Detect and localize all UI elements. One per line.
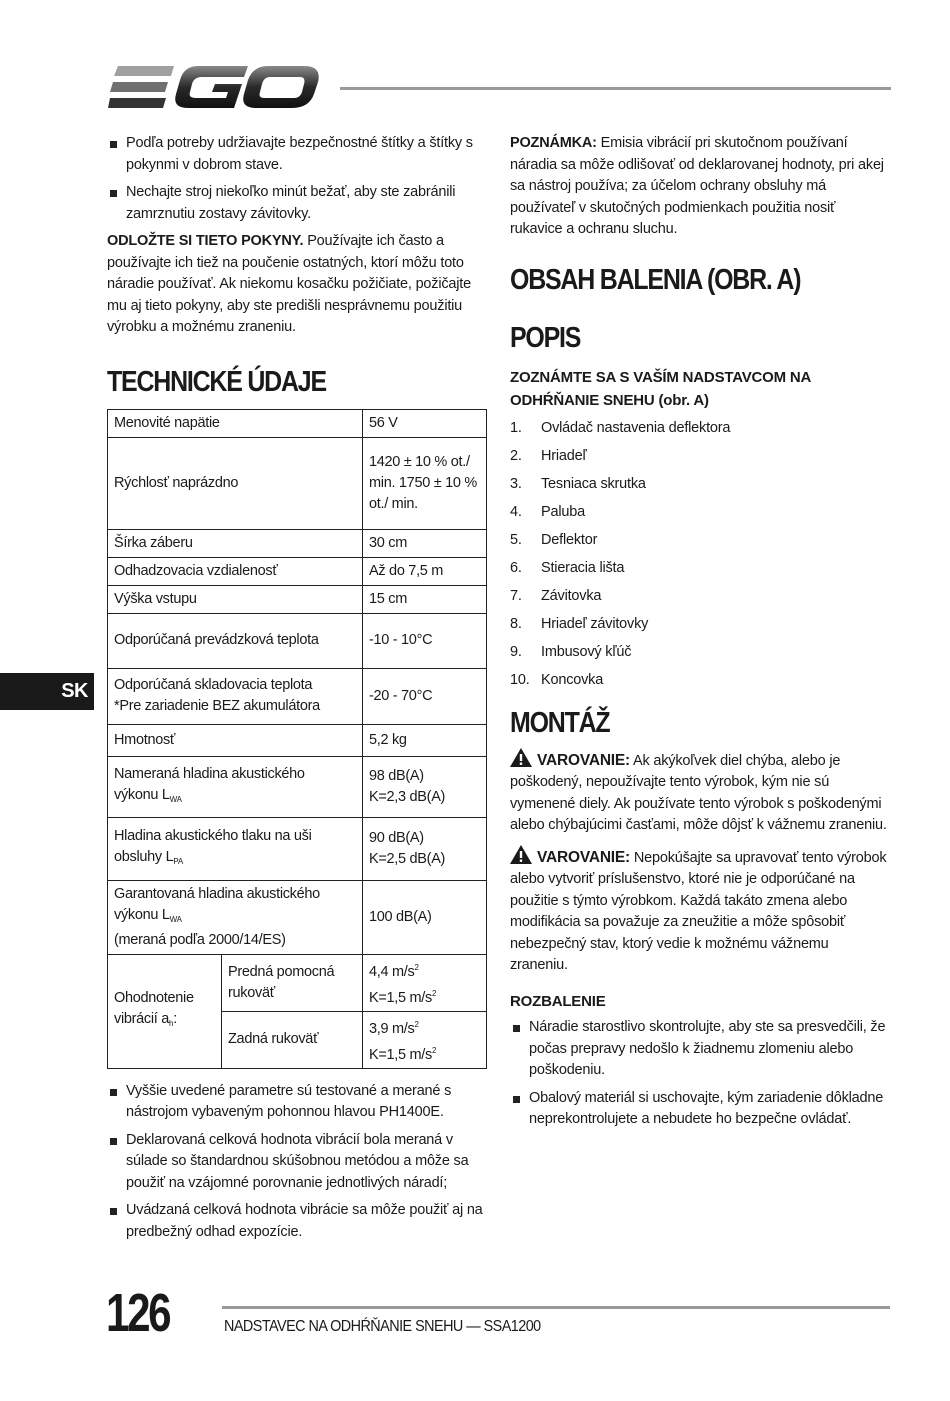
list-item xyxy=(510,586,890,614)
spec-subscript: WA xyxy=(169,914,182,924)
tech-specs-table xyxy=(107,409,487,1069)
header-rule xyxy=(340,87,891,90)
spec-sublabel: Zadná rukoväť xyxy=(222,1011,363,1068)
part-number: 7. xyxy=(510,587,522,604)
part-name: Hriadeľ xyxy=(541,447,587,464)
spec-label-line: Hladina akustického tlaku na uši xyxy=(114,827,312,844)
left-column xyxy=(107,133,487,1249)
parts-list xyxy=(510,418,890,698)
spec-label xyxy=(108,817,363,880)
table-row xyxy=(108,529,487,557)
spec-superscript: 2 xyxy=(431,988,437,998)
save-instructions-bold: ODLOŽTE SI TIETO POKYNY. xyxy=(107,233,304,249)
list-item xyxy=(510,558,890,586)
warning-label: VAROVANIE: xyxy=(537,751,631,769)
spec-value xyxy=(363,954,487,1011)
right-column xyxy=(510,133,890,1137)
part-number: 3. xyxy=(510,475,522,492)
spec-value-text: K=1,5 m/s xyxy=(369,989,432,1006)
part-name: Imbusový kľúč xyxy=(541,643,632,660)
part-number: 4. xyxy=(510,503,522,520)
spec-label-line xyxy=(114,905,356,930)
spec-value-text: 4,4 m/s xyxy=(369,963,415,980)
note-label: POZNÁMKA: xyxy=(510,135,597,151)
spec-label-line: Odporúčaná skladovacia teplota xyxy=(114,677,313,693)
warning-text: Nepokúšajte sa upravovať tento výrobok alebo vytvoriť príslušenstvo, ktoré nie je odporúčané na použitie s týmto výrobkom. Každá takáto zmena alebo modifikácia sa považuje za zneužitie a môže spôsobiť nebezpečný stav, ktorý vedie k možnému vážnemu zraneniu. xyxy=(510,849,887,973)
list-item: Vyššie uvedené parametre sú testované a merané s nástrojom vybaveným pohonnou hlavou PH1400E. xyxy=(107,1081,487,1124)
spec-value: -20 - 70°C xyxy=(363,668,487,724)
spec-label-text: obsluhy L xyxy=(114,848,174,865)
ego-logo xyxy=(108,64,320,112)
table-row xyxy=(108,557,487,585)
table-row xyxy=(108,817,487,880)
spec-value xyxy=(363,817,487,880)
spec-subscript: h xyxy=(169,1019,174,1028)
spec-value: 56 V xyxy=(363,409,487,437)
table-row xyxy=(108,724,487,756)
spec-label-text: výkonu L xyxy=(114,906,170,923)
package-contents-heading: OBSAH BALENIA (OBR. A) xyxy=(510,263,801,296)
list-item xyxy=(510,502,890,530)
spec-label-line: Ohodnotenie xyxy=(114,990,194,1006)
spec-label: Rýchlosť naprázdno xyxy=(108,437,363,529)
unpacking-bullets xyxy=(510,1017,890,1131)
part-number: 5. xyxy=(510,531,522,548)
spec-subscript: PA xyxy=(173,856,183,866)
spec-value-text: 3,9 m/s xyxy=(369,1020,415,1037)
spec-label-line: *Pre zariadenie BEZ akumulátora xyxy=(114,698,320,714)
part-number: 2. xyxy=(510,447,522,464)
spec-superscript: 2 xyxy=(414,1019,419,1029)
spec-value: Až do 7,5 m xyxy=(363,557,487,585)
spec-label: Menovité napätie xyxy=(108,409,363,437)
spec-value-line: K=2,3 dB(A) xyxy=(369,788,446,805)
part-name: Paluba xyxy=(541,503,585,520)
spec-label-line xyxy=(114,785,356,810)
page-number: 126 xyxy=(106,1283,170,1343)
tech-specs-heading: TECHNICKÉ ÚDAJE xyxy=(107,365,326,398)
part-name: Deflektor xyxy=(541,531,598,548)
part-name: Stieracia lišta xyxy=(541,559,625,576)
warning-text: Ak akýkoľvek diel chýba, alebo je poškodený, nepoužívajte tento výrobok, kým nie sú vymenené diely. Ak používate tento výrobok s poškodenými alebo chýbajúcimi časťami, môže dôjsť k vážnemu zraneniu. xyxy=(510,752,887,833)
spec-label: Odporúčaná prevádzková teplota xyxy=(108,613,363,668)
part-number: 6. xyxy=(510,559,522,576)
spec-label-text: vibrácií a xyxy=(114,1011,170,1027)
spec-value xyxy=(363,756,487,817)
spec-value: 100 dB(A) xyxy=(363,880,487,954)
list-item xyxy=(510,614,890,642)
part-number: 10. xyxy=(510,671,530,688)
table-row xyxy=(108,585,487,613)
table-row xyxy=(108,668,487,724)
spec-label: Odhadzovacia vzdialenosť xyxy=(108,557,363,585)
part-number: 9. xyxy=(510,643,522,660)
table-row xyxy=(108,409,487,437)
save-instructions-text: Používajte ich často a používajte ich tiež na poučenie ostatných, ktorí môžu toto náradie používať. Ak niekomu kosačku požičiate, požičajte mu aj tieto pokyny, aby ste predišli nesprávnemu použitiu výrobku a možnému zraneniu. xyxy=(107,233,472,335)
spec-label-line xyxy=(114,1009,215,1034)
description-heading: POPIS xyxy=(510,321,581,354)
spec-value-line: 90 dB(A) xyxy=(369,829,424,846)
intro-subheading: ZOZNÁMTE SA S VAŠÍM NADSTAVCOM NA ODHŔŇANIE SNEHU (obr. A) xyxy=(510,368,811,409)
spec-value-line xyxy=(369,957,480,983)
spec-value-text: K=1,5 m/s xyxy=(369,1046,432,1063)
spec-notes-bullets xyxy=(107,1081,487,1244)
table-row xyxy=(108,756,487,817)
spec-label: Šírka záberu xyxy=(108,529,363,557)
spec-label-line: Garantovaná hladina akustického xyxy=(114,885,320,902)
spec-subscript: WA xyxy=(169,794,182,804)
note-text: Emisia vibrácií pri skutočnom používaní náradia sa môže odlišovať od deklarovanej hodnoty, pri akej sa nástroj používa; za účelom ochrany obsluhy má používateľ v skutočných podmienkach použitia nosiť rukavice a ochranu sluchu. xyxy=(510,135,884,237)
spec-value: 30 cm xyxy=(363,529,487,557)
spec-label-line xyxy=(114,847,356,872)
spec-value xyxy=(363,1011,487,1068)
table-row xyxy=(108,954,487,1011)
part-name: Tesniaca skrutka xyxy=(541,475,646,492)
list-item: Nechajte stroj niekoľko minút bežať, aby ste zabránili zamrznutiu zostavy závitovky. xyxy=(107,182,487,225)
part-name: Hriadeľ závitovky xyxy=(541,615,649,632)
spec-label: Hmotnosť xyxy=(108,724,363,756)
table-row xyxy=(108,613,487,668)
part-number: 1. xyxy=(510,419,522,436)
vibration-note xyxy=(510,133,890,241)
warning-label: VAROVANIE: xyxy=(537,848,631,866)
warning-triangle-icon xyxy=(510,748,532,767)
spec-label: Výška vstupu xyxy=(108,585,363,613)
spec-value-line xyxy=(369,1040,480,1066)
spec-label-text: výkonu L xyxy=(114,786,170,803)
spec-value-line: K=2,5 dB(A) xyxy=(369,850,446,867)
spec-label xyxy=(108,954,222,1068)
part-name: Závitovka xyxy=(541,587,602,604)
save-instructions xyxy=(107,231,487,339)
list-item xyxy=(510,474,890,502)
list-item: Náradie starostlivo skontrolujte, aby ste sa presvedčili, že počas prepravy nedošlo k žiadnemu zlomeniu alebo poškodeniu. xyxy=(510,1017,890,1082)
warning-missing-parts xyxy=(510,748,890,837)
unpacking-heading: ROZBALENIE xyxy=(510,992,606,1010)
spec-value-line: 98 dB(A) xyxy=(369,767,424,784)
spec-value: 1420 ± 10 % ot./ min. 1750 ± 10 % ot./ min. xyxy=(363,437,487,529)
spec-sublabel: Predná pomocná rukoväť xyxy=(222,954,363,1011)
list-item xyxy=(510,530,890,558)
assembly-heading: MONTÁŽ xyxy=(510,706,610,739)
spec-label-line: (meraná podľa 2000/14/ES) xyxy=(114,931,286,948)
spec-label-text: : xyxy=(173,1011,177,1027)
language-tab: SK xyxy=(0,673,94,710)
spec-superscript: 2 xyxy=(431,1045,437,1055)
list-item xyxy=(510,642,890,670)
table-row xyxy=(108,437,487,529)
warning-modifications xyxy=(510,845,890,977)
list-item: Obalový materiál si uschovajte, kým zariadenie dôkladne neprekontrolujete a nebudete ho bezpečne ovládať. xyxy=(510,1088,890,1131)
footer-title: NADSTAVEC NA ODHŔŇANIE SNEHU — SSA1200 xyxy=(224,1318,541,1335)
spec-superscript: 2 xyxy=(414,962,419,972)
table-row xyxy=(108,880,487,954)
spec-label xyxy=(108,880,363,954)
list-item: Deklarovaná celková hodnota vibrácií bola meraná v súlade so štandardnou skúšobnou metódou a môže sa použiť na vzájomné porovnanie jednotlivých náradí; xyxy=(107,1130,487,1195)
list-item xyxy=(510,670,890,698)
spec-value-line xyxy=(369,1014,480,1040)
part-number: 8. xyxy=(510,615,522,632)
list-item xyxy=(510,446,890,474)
spec-value: 5,2 kg xyxy=(363,724,487,756)
spec-value: -10 - 10°C xyxy=(363,613,487,668)
spec-label xyxy=(108,756,363,817)
part-name: Koncovka xyxy=(541,671,604,688)
warning-triangle-icon xyxy=(510,845,532,864)
spec-label xyxy=(108,668,363,724)
spec-value: 15 cm xyxy=(363,585,487,613)
list-item: Uvádzaná celková hodnota vibrácie sa môže použiť aj na predbežný odhad expozície. xyxy=(107,1200,487,1243)
part-name: Ovládač nastavenia deflektora xyxy=(541,419,731,436)
list-item xyxy=(510,418,890,446)
list-item: Podľa potreby udržiavajte bezpečnostné štítky a štítky s pokynmi v dobrom stave. xyxy=(107,133,487,176)
spec-label-line: Nameraná hladina akustického xyxy=(114,765,305,782)
footer-rule xyxy=(222,1306,890,1309)
spec-value-line xyxy=(369,983,480,1009)
maintenance-bullets xyxy=(107,133,487,225)
